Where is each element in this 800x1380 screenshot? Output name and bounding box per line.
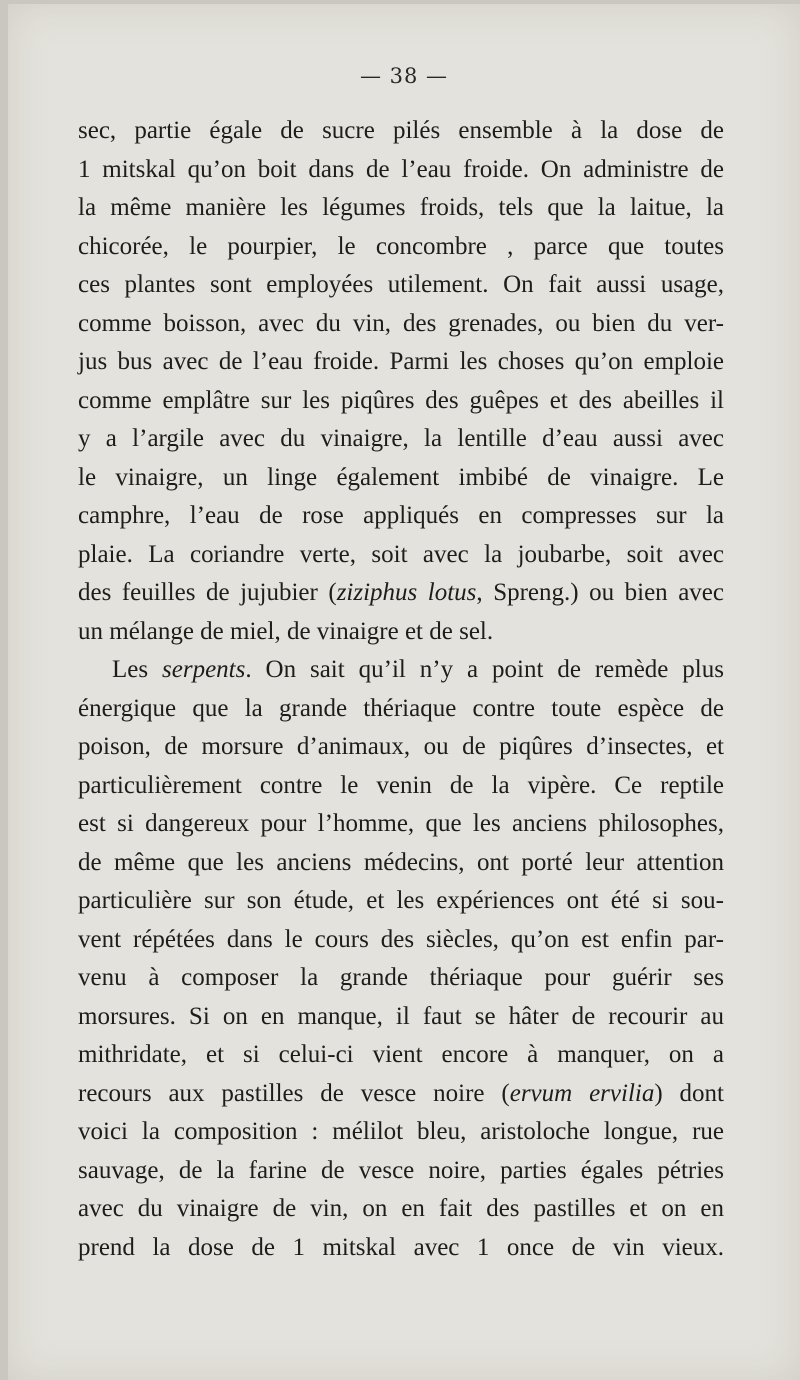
text-line: la même manière les légumes froids, tels que la laitue, la: [78, 194, 724, 221]
text-line: jus bus avec de l’eau froide. Parmi les choses qu’on emploie: [78, 348, 724, 375]
text-segment: Les: [112, 656, 163, 683]
text-line: venu à composer la grande thériaque pour guérir ses: [78, 964, 724, 991]
text-line: de même que les anciens médecins, ont porté leur attention: [78, 848, 724, 876]
body-text: [78, 112, 724, 1267]
text-line: mithridate, et si celui-ci vient encore à manquer, on a: [78, 1041, 724, 1068]
text-line: chicorée, le pourpier, le concombre , parce que toutes: [78, 232, 724, 260]
text-line: morsures. Si on en manque, il faut se hâter de recourir au: [78, 1002, 724, 1030]
book-page: [8, 4, 800, 1380]
paragraph-start-line: [78, 651, 724, 690]
text-line: voici la composition : mélilot bleu, aristoloche longue, rue: [78, 1118, 724, 1145]
text-segment: , Spreng.) ou bien avec: [476, 579, 725, 606]
text-line: comme boisson, avec du vin, des grenades, ou bien du ver-: [78, 309, 724, 337]
text-segment: des feuilles de jujubier (: [78, 579, 337, 606]
text-line: sec, partie égale de sucre pilés ensemble à la dose de: [78, 117, 724, 144]
text-line: poison, de morsure d’animaux, ou de piqûres d’insectes, et: [78, 733, 724, 760]
text-segment: recours aux pastilles de vesce noire (: [78, 1079, 510, 1107]
text-segment: ) dont: [654, 1079, 724, 1107]
page-number: — 38 —: [359, 64, 449, 88]
text-segment: . On sait qu’il n’y a point de remède plus: [245, 656, 724, 683]
text-line: un mélange de miel, de vinaigre et de sel.: [78, 617, 494, 645]
text-line: le vinaigre, un linge également imbibé de vinaigre. Le: [78, 463, 724, 491]
text-line: 1 mitskal qu’on boit dans de l’eau froide. On administre de: [78, 155, 724, 183]
text-line: [78, 1075, 724, 1114]
text-line: sauvage, de la farine de vesce noire, parties égales pétries: [78, 1156, 724, 1184]
italic-term: ziziphus lotus: [336, 579, 477, 606]
text-line: particulière sur son étude, et les expériences ont été si sou-: [78, 887, 724, 914]
italic-heading: serpents: [162, 656, 246, 683]
text-line: particulièrement contre le venin de la vipère. Ce reptile: [78, 771, 724, 799]
text-line: est si dangereux pour l’homme, que les anciens philosophes,: [78, 810, 724, 837]
text-line: y a l’argile avec du vinaigre, la lentille d’eau aussi avec: [78, 425, 724, 452]
text-line: vent répétées dans le cours des siècles, qu’on est enfin par-: [78, 925, 724, 953]
text-line: plaie. La coriandre verte, soit avec la joubarbe, soit avec: [78, 540, 724, 568]
text-line: prend la dose de 1 mitskal avec 1 once de vin vieux.: [78, 1233, 724, 1261]
italic-term: ervum ervilia: [509, 1079, 655, 1107]
text-line: ces plantes sont employées utilement. On fait aussi usage,: [78, 271, 724, 298]
text-line: avec du vinaigre de vin, on en fait des pastilles et on en: [78, 1195, 724, 1222]
text-line: comme emplâtre sur les piqûres des guêpes et des abeilles il: [78, 386, 724, 414]
text-line: énergique que la grande thériaque contre toute espèce de: [78, 694, 724, 722]
text-line: camphre, l’eau de rose appliqués en compresses sur la: [78, 502, 724, 529]
text-line: [78, 574, 724, 613]
